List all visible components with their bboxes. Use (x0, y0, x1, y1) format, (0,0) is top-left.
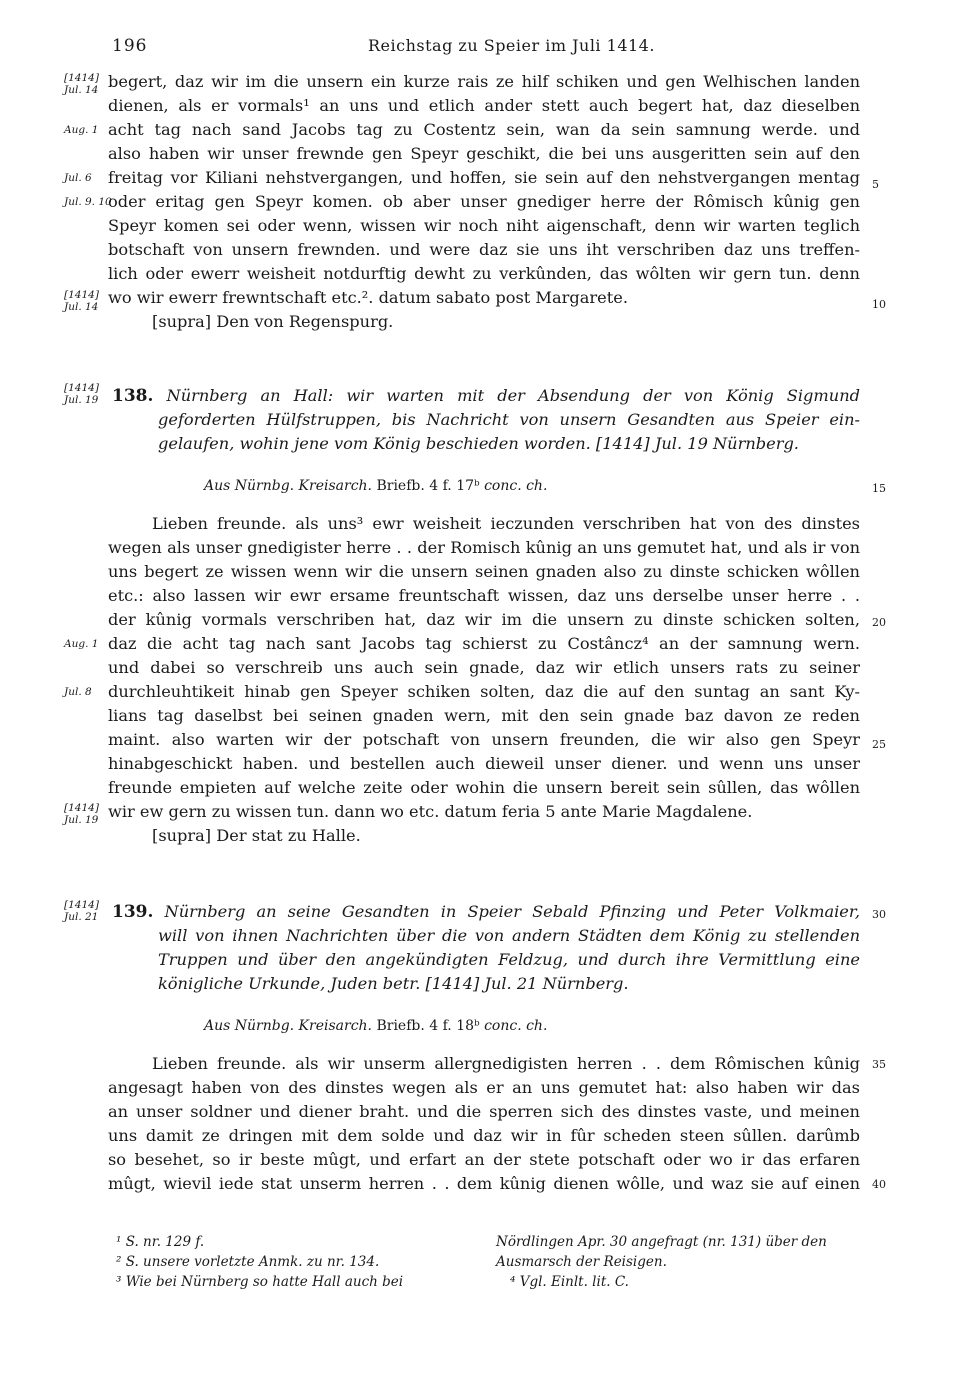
line-number: 20 (872, 616, 886, 629)
text-line: begert, daz wir im die unsern ein kurze rais ze hilf schiken und gen Welhischen landen (108, 72, 860, 91)
margin-date: Jul. 19 (64, 814, 99, 826)
text-line: maint. also warten wir der potschaft von unsern freunden, die wir also gen Speyr (108, 730, 860, 749)
text-line: an unser soldner und diener braht. und die sperren sich des dinstes vaste, und meinen (108, 1102, 860, 1121)
doc-summary-line: will von ihnen Nachrichten über die von andern Städten dem König zu stellenden (158, 926, 860, 945)
source-line: Aus Nürnbg. Kreisarch. Briefb. 4 f. 17ᵇ conc. ch. (204, 478, 548, 494)
footnote: ² S. unsere vorletzte Anmk. zu nr. 134. (116, 1254, 380, 1270)
margin-date: Jul. 8 (64, 686, 92, 698)
text-line: angesagt haben von des dinstes wegen als er an uns gemutet hat: also haben wir das (108, 1078, 860, 1097)
margin-date: Jul. 14 (64, 301, 99, 313)
text-line: freunde empieten auf welche zeite oder wohin die unsern bereit sein sûllen, das wôllen (108, 778, 860, 797)
doc-summary-line: königliche Urkunde, Juden betr. [1414] Jul. 21 Nürnberg. (158, 974, 629, 993)
text-line: hinabgeschickt haben. und bestellen auch dieweil unser diener. und wenn uns unser (108, 754, 860, 773)
line-number: 35 (872, 1058, 886, 1071)
text-line: lians tag daselbst bei seinen gnaden wern, mit den sein gnade baz davon ze reden (108, 706, 860, 725)
text-line: uns begert ze wissen wenn wir die unsern seinen gnaden also zu dinste schicken wôllen (108, 562, 860, 581)
footnote: ³ Wie bei Nürnberg so hatte Hall auch bei (116, 1274, 404, 1290)
text-line: durchleuhtikeit hinab gen Speyer schiken solten, daz die auf den suntag an sant Ky- (108, 682, 860, 701)
text-line: mûgt, wievil iede stat unserm herren . . dem kûnig dienen wôlle, und waz sie auf einen (108, 1174, 860, 1193)
margin-date: [1414] (64, 802, 99, 814)
text-line: so besehet, so ir beste mûgt, und erfart an der stete potschaft oder wo ir das erfaren (108, 1150, 860, 1169)
margin-date: Jul. 21 (64, 911, 99, 923)
line-number: 25 (872, 738, 886, 751)
text-line: dienen, als er vormals¹ an uns und etlich ander stett auch begert hat, daz dieselben (108, 96, 860, 115)
text-line: Lieben freunde. als uns³ ewr weisheit ieczunden verschriben hat von des dinstes (152, 514, 860, 533)
document-number: 139. (112, 902, 154, 922)
text-line: daz die acht tag nach sant Jacobs tag schierst zu Costâncz⁴ an der samnung wern. (108, 634, 860, 653)
doc-summary-line: 139. Nürnberg an seine Gesandten in Speier Sebald Pfinzing und Peter Volkmaier, (112, 902, 860, 922)
doc-summary-line: 138. Nürnberg an Hall: wir warten mit der Absendung der von König Sigmund (112, 386, 860, 406)
text-line: botschaft von unsern frewnden. und were daz sie uns iht verschriben daz uns treffen- (108, 240, 860, 259)
footnote: ¹ S. nr. 129 f. (116, 1234, 205, 1250)
margin-date: Aug. 1 (64, 124, 99, 136)
text-line: Speyr komen sei oder wenn, wissen wir noch niht aigenschaft, denn wir warten teglich (108, 216, 860, 235)
margin-date: Jul. 14 (64, 84, 99, 96)
margin-date: Aug. 1 (64, 638, 99, 650)
line-number: 10 (872, 298, 886, 311)
footnote: ⁴ Vgl. Einlt. lit. C. (510, 1274, 629, 1290)
doc-summary-line: geforderten Hülfstruppen, bis Nachricht von unsern Gesandten aus Speier ein- (158, 410, 860, 429)
text-line: etc.: also lassen wir ewr ersame freuntschaft wissen, daz uns derselbe unser herre . . (108, 586, 860, 605)
line-number: 30 (872, 908, 886, 921)
margin-date: [1414] (64, 382, 99, 394)
text-line: acht tag nach sand Jacobs tag zu Costentz sein, wan da sein samnung werde. und (108, 120, 860, 139)
text-line: also haben wir unser frewnde gen Speyr geschikt, die bei uns ausgeritten sein auf den (108, 144, 860, 163)
text-line: wegen als unser gnedigister herre . . der Romisch kûnig an uns gemutet hat, und als ir von (108, 538, 860, 557)
text-line: wir ew gern zu wissen tun. dann wo etc. datum feria 5 ante Marie Magdalene. (108, 802, 753, 821)
line-number: 40 (872, 1178, 886, 1191)
text-line: wo wir ewerr frewntschaft etc.². datum sabato post Margarete. (108, 288, 628, 307)
doc-summary-line: gelaufen, wohin jene vom König beschieden worden. [1414] Jul. 19 Nürnberg. (158, 434, 799, 453)
margin-date: [1414] (64, 289, 99, 301)
address-line: [supra] Der stat zu Halle. (152, 826, 361, 845)
line-number: 15 (872, 482, 886, 495)
text-line: und dabei so verschreib uns auch sein gnade, daz wir etlich unsers rats zu seiner (108, 658, 860, 677)
text-line: oder eritag gen Speyr komen. ob aber unser gnediger herre der Rômisch kûnig gen (108, 192, 860, 211)
footnote: Ausmarsch der Reisigen. (496, 1254, 667, 1270)
margin-date: Jul. 9. 10 (64, 196, 112, 208)
text-line: uns damit ze dringen mit dem solde und daz wir in fûr scheden steen sûllen. darûmb (108, 1126, 860, 1145)
text-line: lich oder ewerr weisheit notdurftig dewht zu verkûnden, das wôlten wir gern tun. denn (108, 264, 860, 283)
doc-summary-line: Truppen und über den angekündigten Feldzug, und durch ihre Vermittlung eine (158, 950, 860, 969)
page-number: 196 (112, 36, 148, 56)
page-header (112, 36, 860, 58)
line-number: 5 (872, 178, 879, 191)
text-line: der kûnig vormals verschriben hat, daz wir im die unsern zu dinste schicken solten, (108, 610, 860, 629)
margin-date: [1414] (64, 899, 99, 911)
text-line: Lieben freunde. als wir unserm allergnedigisten herren . . dem Rômischen kûnig (152, 1054, 860, 1073)
source-line: Aus Nürnbg. Kreisarch. Briefb. 4 f. 18ᵇ conc. ch. (204, 1018, 548, 1034)
margin-date: [1414] (64, 72, 99, 84)
document-number: 138. (112, 386, 154, 406)
text-line: freitag vor Kiliani nehstvergangen, und hoffen, sie sein auf den nehstvergangen mentag (108, 168, 860, 187)
address-line: [supra] Den von Regenspurg. (152, 312, 394, 331)
margin-date: Jul. 19 (64, 394, 99, 406)
footnote: Nördlingen Apr. 30 angefragt (nr. 131) über den (496, 1234, 827, 1250)
running-title: Reichstag zu Speier im Juli 1414. (368, 36, 655, 55)
margin-date: Jul. 6 (64, 172, 92, 184)
